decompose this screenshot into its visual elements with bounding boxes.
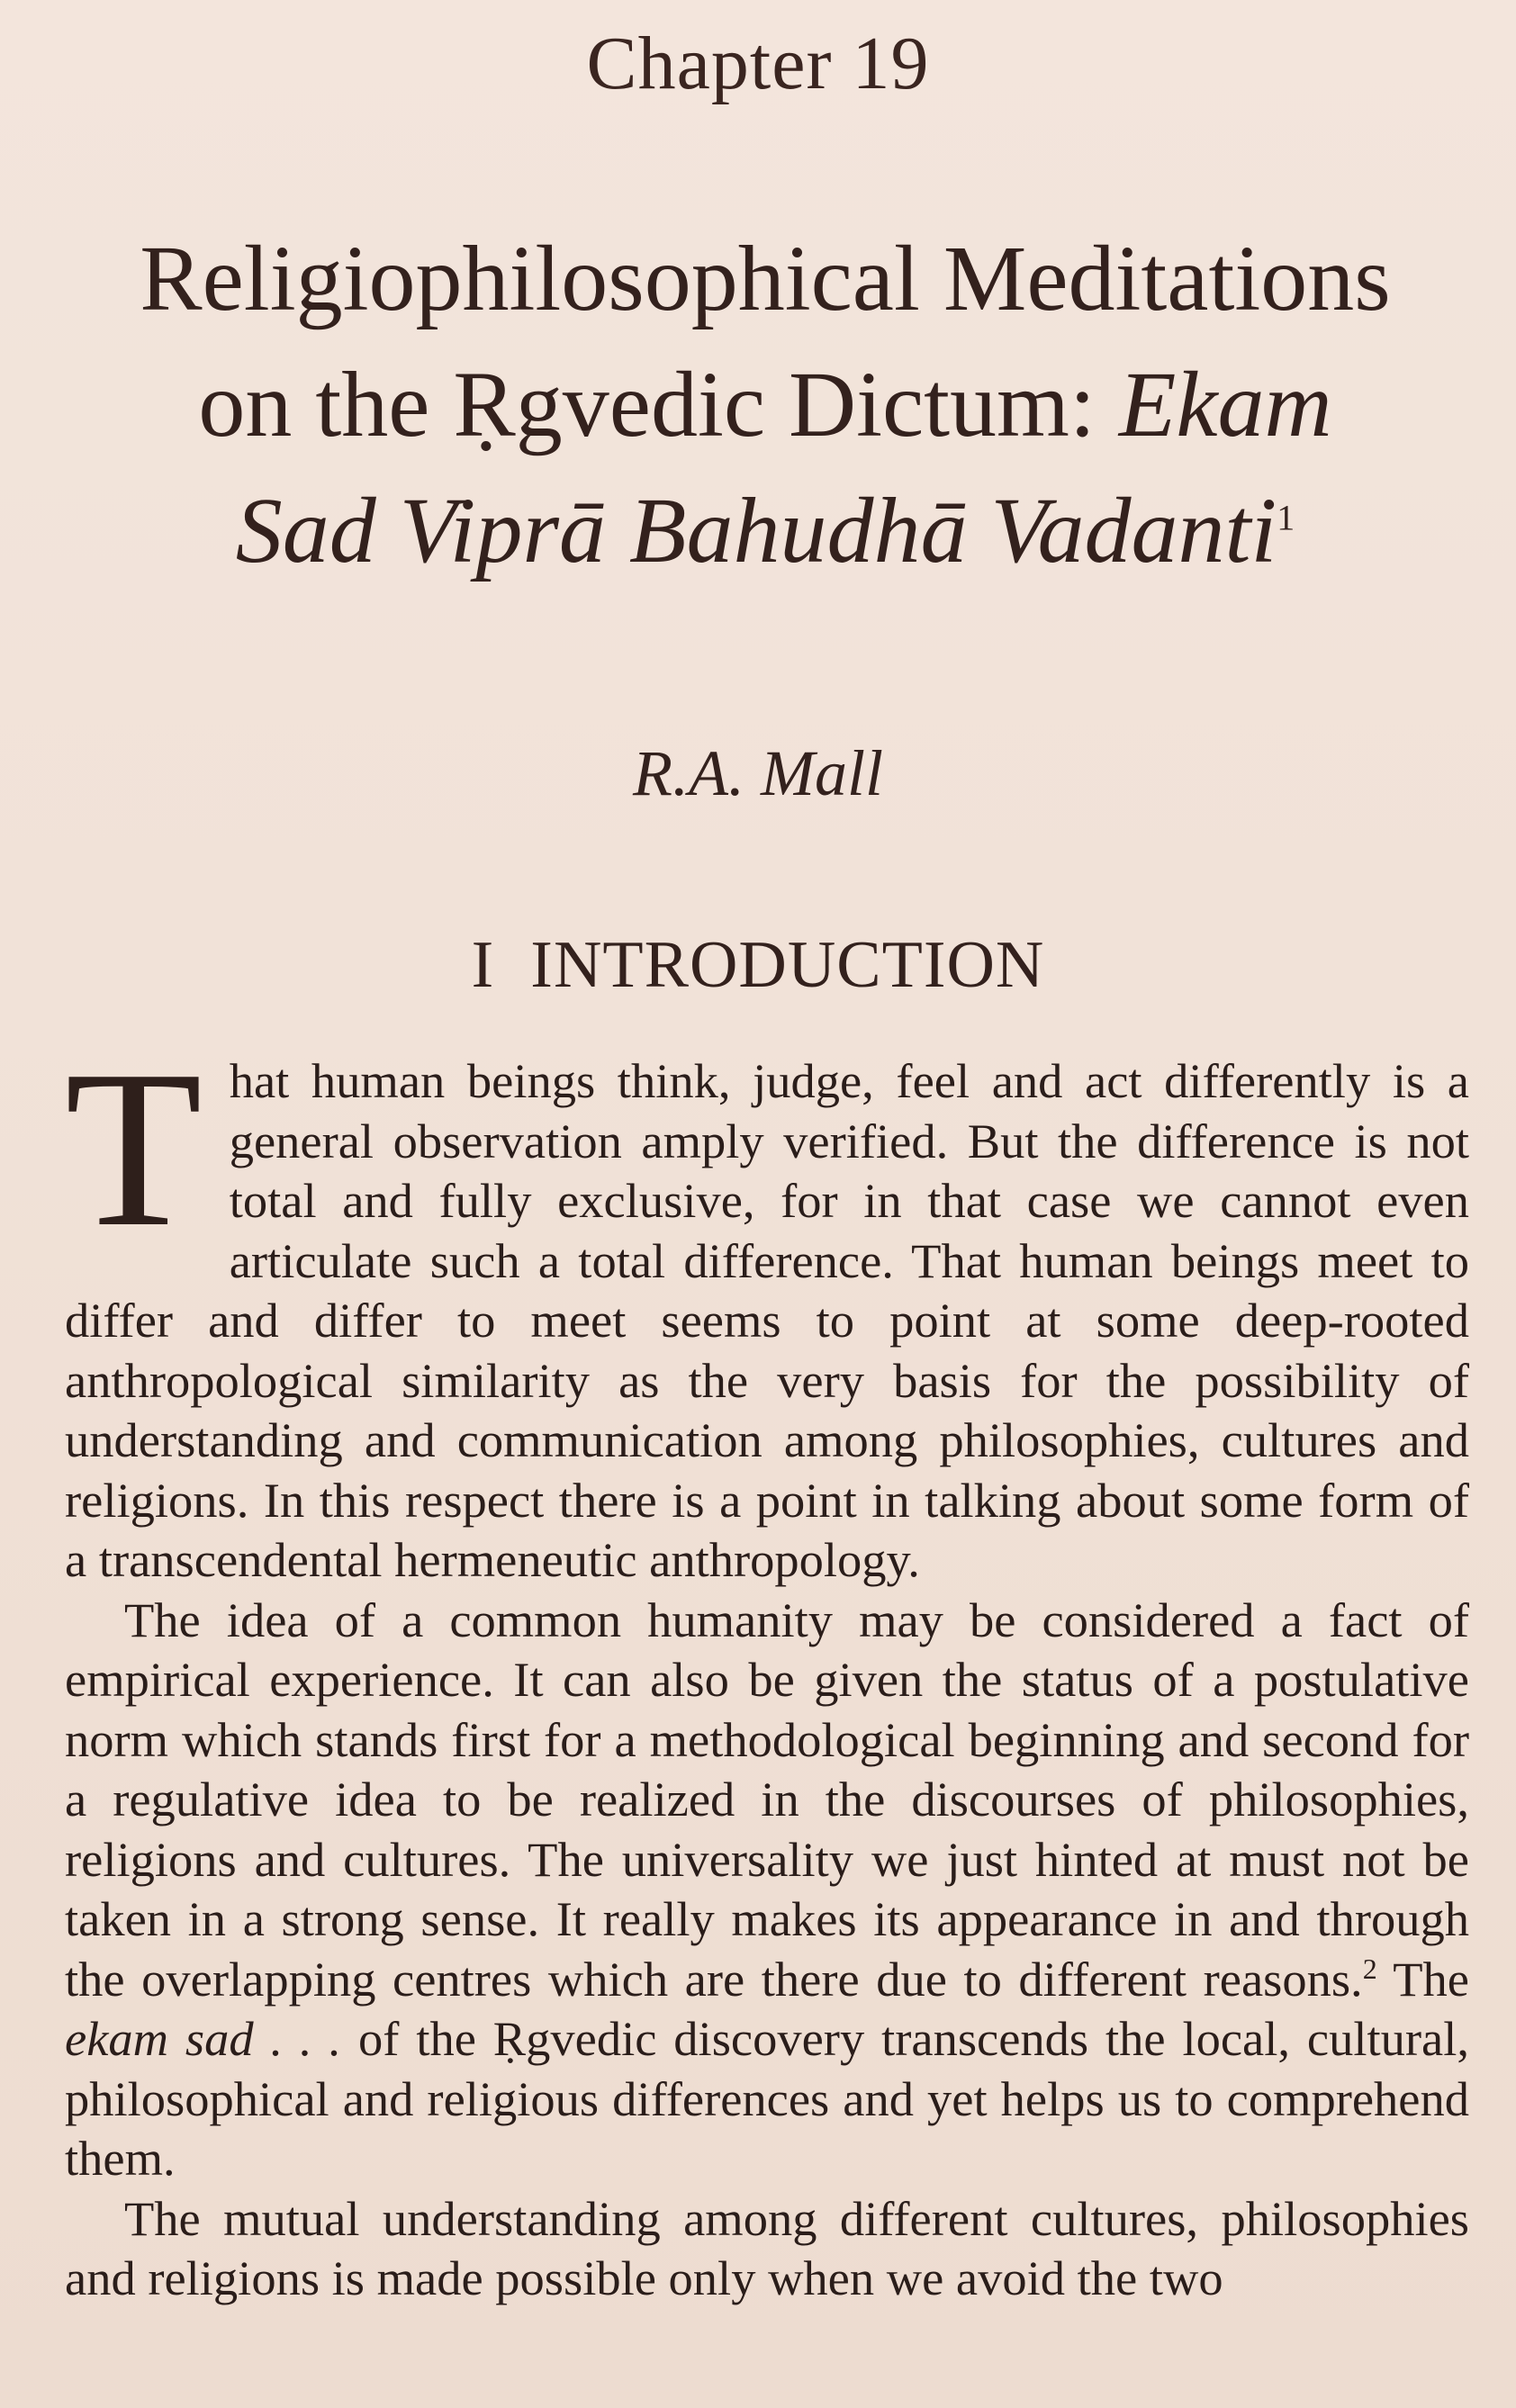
title-footnote-marker: 1	[1277, 497, 1295, 538]
body-text	[65, 1024, 1469, 2309]
paragraph-1	[65, 1024, 1469, 1591]
section-title: INTRODUCTION	[530, 928, 1045, 1002]
author-name: R.A. Mall	[633, 737, 883, 809]
title-line-3-italic: Sad Viprā Bahudhā Vadanti	[235, 479, 1277, 582]
title-line-2: on the Ṛgvedic Dictum:	[198, 353, 1119, 456]
title-line-2-italic: Ekam	[1118, 353, 1332, 456]
drop-cap: T	[65, 1024, 203, 1274]
paragraph-1-text: hat human beings think, judge, feel and act differently is a general observation amply verified. But the difference is not total and fully exclusive, for in that case we cannot even articulate such a total difference. That human beings meet to differ and differ to meet seems to point at some deep-rooted anthropological similarity as the very basis for the possibility of understanding and communication among philosophies, cultures and religions. In this respect there is a point in talking about some form of a transcendental hermeneutic anthropology.	[65, 1053, 1469, 1587]
paragraph-2-italic: ekam sad . . .	[65, 2011, 342, 2066]
section-number: I	[471, 928, 495, 1002]
paragraph-2-text-a: The idea of a common humanity may be considered a fact of empirical experience. It can also be given the status of a postulative norm which stands first for a methodological beginning and second for a regulative idea to be realized in the discourses of philosophies, religions and cultures. The universality we just hinted at must not be taken in a strong sense. It really makes its appearance in and through the overlapping centres which are there due to different reasons.	[65, 1592, 1469, 2007]
chapter-label: Chapter 19	[586, 22, 930, 105]
footnote-marker-2: 2	[1362, 1952, 1377, 1985]
paragraph-3-text: The mutual understanding among different cultures, philosophies and religions is made possible only when we avoid the two	[65, 2190, 1469, 2305]
paragraph-2-text-c: of the Ṛgvedic discovery transcends the local, cultural, philosophical and religious differences and yet helps us to comprehend them.	[65, 2011, 1469, 2186]
paragraph-2	[65, 1591, 1469, 2189]
paragraph-2-text-b: The	[1376, 1951, 1469, 2007]
chapter-title	[99, 216, 1431, 594]
section-heading	[0, 927, 1516, 1004]
paragraph-3	[65, 2189, 1469, 2309]
title-line-1: Religiophilosophical Meditations	[140, 227, 1391, 330]
